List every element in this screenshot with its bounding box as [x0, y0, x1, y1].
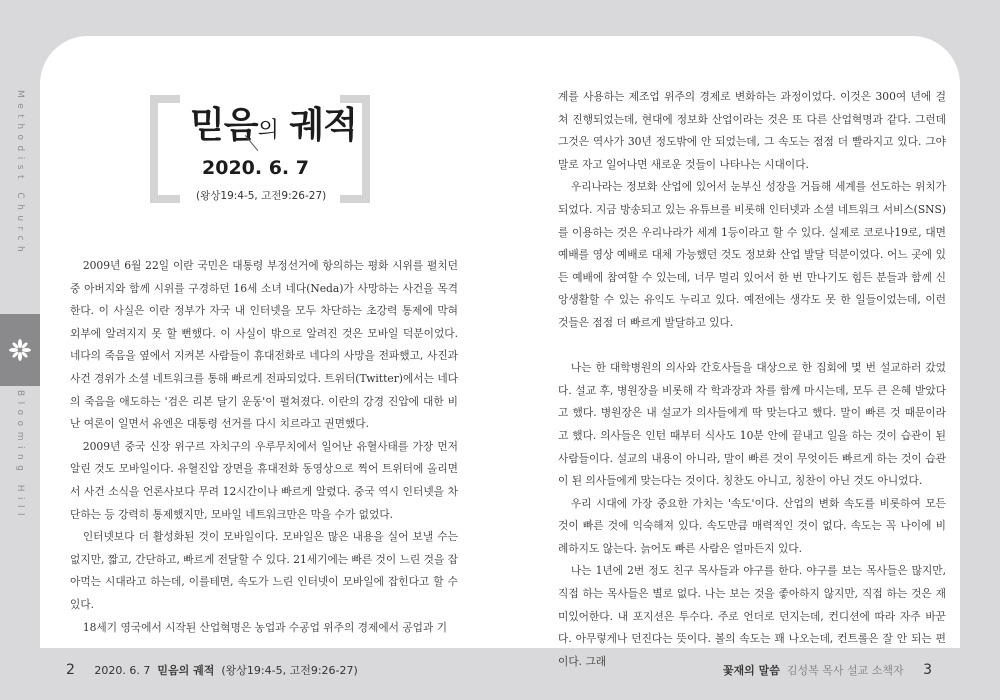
page-number: 3: [923, 662, 932, 678]
footer-reference: (왕상19:4-5, 고전9:26-27): [221, 664, 358, 677]
scripture-reference: (왕상19:4-5, 고전9:26-27): [196, 190, 327, 202]
right-body-text: [558, 86, 946, 673]
spine-bottom-text: Blooming Hill: [15, 390, 25, 522]
footer-right: [723, 662, 932, 678]
footer-author: 김성복 목사 설교 소책자: [786, 664, 904, 677]
left-body-text: [70, 255, 458, 639]
paragraph: 18세기 영국에서 시작된 산업혁명은 농업과 수공업 위주의 경제에서 공업과 기: [82, 620, 448, 634]
sermon-title: 믿음의 궤적: [190, 105, 357, 146]
sermon-date: 2020. 6. 7: [202, 157, 309, 179]
footer-left: [66, 662, 358, 678]
footer-date: 2020. 6. 7: [94, 664, 151, 677]
paragraph: 인터넷보다 더 활성화된 것이 모바일이다. 모바일은 많은 내용을 실어 보낼 수는 없지만, 짧고, 간단하고, 빠르게 전달할 수 있다. 21세기에는 빠른 것이 느린 것을 잡아먹는 시대라고 하는데, 이를테면, 속도가 느린 인터넷이 모바일에 잡힌다고 할 수 있다.: [70, 530, 459, 611]
spine-badge: [0, 314, 40, 386]
spine-top-text: Methodist Church: [15, 90, 25, 258]
title-block: [150, 95, 380, 215]
paragraph: 2009년 6월 22일 이란 국민은 대통령 부정선거에 항의하는 평화 시위를 펼치던 중 아버지와 함께 시위를 구경하던 16세 소녀 네다(Neda)가 사망하는 사건을 목격한다. 이 사실은 이란 정부가 자국 내 인터넷을 모두 차단하는 초강력 통제에 막혀 외부에 알려지지 못 할 뻔했다. 이 사실이 밖으로 알려진 것은 모바일 덕분이었다. 네다의 죽음을 옆에서 지켜본 사람들이 휴대전화로 네다의 사망을 전파했고, 사진과 사건 경위가 소셜 네트워크를 통해 빠르게 전파되었다. 트위터(Twitter)에서는 네다의 죽음을 애도하는 '검은 리본 달기 운동'이 펼쳐졌다. 이란의 강경 진압에 대한 비난 여론이 일면서 유엔은 대통령 선거를 다시 치르라고 권면했다.: [70, 259, 458, 431]
flower-icon: [9, 339, 31, 361]
page-number: 2: [66, 662, 75, 678]
left-bracket: [150, 95, 180, 203]
footer-title: 믿음의 궤적: [157, 664, 215, 677]
paragraph: 나는 1년에 2번 정도 친구 목사들과 야구를 한다. 야구를 보는 목사들은 많지만, 직접 하는 목사들은 별로 없다. 나는 보는 것을 좋아하지 않지만, 직접 하는 것은 재미있어한다. 내 포지션은 투수다. 주로 언더로 던지는데, 컨디션에 따라 자주 바꾼다. 아무렇게나 던진다는 뜻이다. 볼의 속도는 꽤 나오는데, 컨트롤은 잘 안 되는 편이다. 그래: [558, 564, 946, 668]
paragraph: 우리나라는 정보화 산업에 있어서 눈부신 성장을 거듭해 세계를 선도하는 위치가 되었다. 지금 방송되고 있는 유튜브를 비롯해 인터넷과 소셜 네트워크 서비스(SNS)를 이용하는 것은 우리나라가 세계 1등이라고 할 수 있다. 실제로 코로나19로, 대면 예배를 영상 예배로 대체 가능했던 것도 정보화 산업 발달 덕분이었다. 어느 곳에 있든 예배에 참여할 수 있는데, 너무 멀리 있어서 한 번 만나기도 힘든 분들과 함께 신앙생활할 수 있는 유익도 누리고 있다. 예전에는 생각도 못 한 일들이었는데, 이런 것들은 점점 더 빠르게 발달하고 있다.: [558, 180, 946, 329]
paragraph: 2009년 중국 신장 위구르 자치구의 우루무치에서 일어난 유혈사태를 가장 먼저 알린 것도 모바일이다. 유혈진압 장면을 휴대전화 동영상으로 찍어 트위터에 올리면서 사건 소식을 언론사보다 무려 12시간이나 빠르게 알렸다. 중국 역시 인터넷을 차단하는 등 강력히 통제했지만, 모바일 네트워크만은 막을 수가 없었다.: [70, 439, 458, 521]
paragraph: 나는 한 대학병원의 의사와 간호사들을 대상으로 한 집회에 몇 번 설교하러 갔었다. 설교 후, 병원장을 비롯해 각 학과장과 차를 함께 마시는데, 모두 큰 은혜 받았다고 했다. 병원장은 내 설교가 의사들에게 딱 맞는다고 했다. 말이 빠른 것 때문이라고 했다. 의사들은 인턴 때부터 식사도 10분 안에 끝내고 일을 하는 것이 습관이 된 사람들이다. 설교의 내용이 아니라, 말이 빠른 것이 무엇이든 빠르게 하는 것이 습관이 된 의사들에게 맞는다는 것이다. 칭찬도 아니고, 칭찬이 아닌 것도 아니었다.: [558, 361, 946, 488]
paragraph: 우리 시대에 가장 중요한 가치는 '속도'이다. 산업의 변화 속도를 비롯하여 모든 것이 빠른 것에 익숙해져 있다. 속도만큼 매력적인 것이 없다. 속도는 꼭 나이에 비례하지도 않는다. 늙어도 빠른 사람은 얼마든지 있다.: [558, 496, 946, 555]
footer-series: 꽃재의 말씀: [722, 664, 780, 677]
paragraph: 계를 사용하는 제조업 위주의 경제로 변화하는 과정이었다. 이것은 300여 년에 걸쳐 진행되었는데, 현대에 정보화 산업이라는 것은 또 다른 산업혁명과 같다. 그런데 그것은 역사가 30년 정도밖에 안 되었는데, 그 속도는 점점 더 빨라지고 있다. 그야말로 자고 일어나면 새로운 것들이 나타나는 시대이다.: [558, 90, 946, 171]
